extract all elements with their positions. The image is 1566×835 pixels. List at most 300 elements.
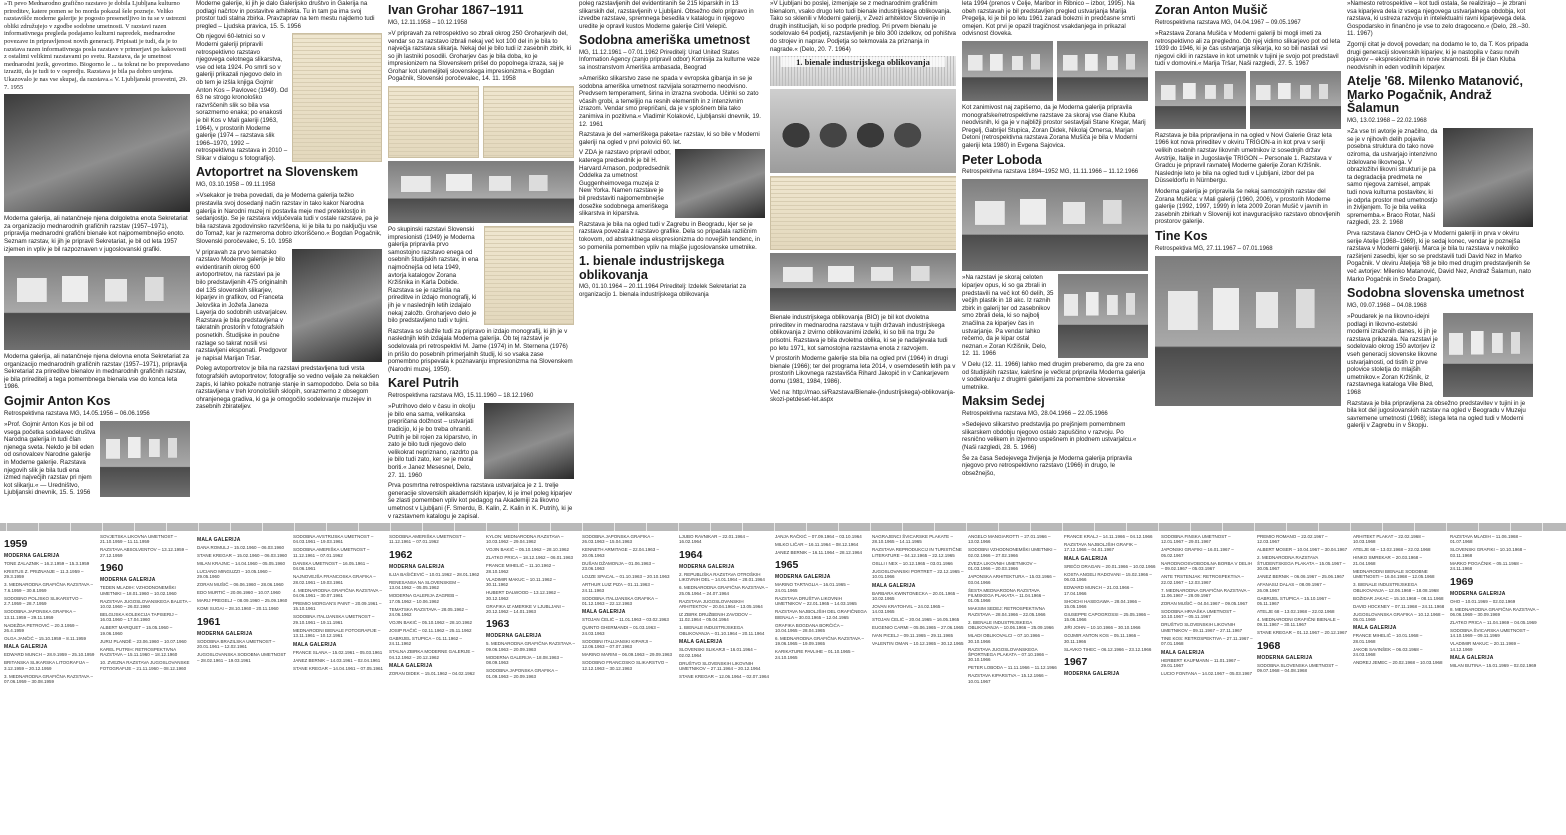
article-paragraph: Kot zanimivost naj zapišemo, da je Moderna galerija pripravila monografske/retrospektivne razstave za skoraj vse člane Kluba neodvisnih, ki ga je v najbližji prostor sestavljali Stane Kregar, Marij Pregelj, Gabrijel Stupica, Zoran Didek, Nikolaj Omersa, Marjan Detoni (retrospektivna razstava Zorana Mušiča je bila v Moderni galeriji leta 1980) in Evgena Sajovica. xyxy=(962,103,1146,149)
timeline-entry: 7. MEDNARODNA GRAFIČNA RAZSTAVA – 11.06.1967 – 28.09.1967 xyxy=(1161,587,1251,599)
timeline-entry: OSLLI I NEX – 10.12.1965 – 03.01.1966 xyxy=(872,560,953,566)
article-paragraph: »Prof. Gojmir Anton Kos je bil od vsega početka sodelavec društva Narodna galerija in tudi član njenega sveta. Nekdo je bil eden od osnovalcev Narodne galerije in Moderne galerije. Razstava njegovih slik je bila tudi ena izmed največjih razstav pri njem kot slikarju.« — Uredništvo, Ljubljanski dnevnik, 15. 5. 1956 xyxy=(4,420,96,497)
timeline-venue: MODERNA GALERIJA xyxy=(486,633,542,640)
timeline-entry: SLOVENSKI SLIKARJI – 16.01.1964 – 02.02.1964 xyxy=(679,647,757,658)
timeline-entry: GIUSEPPE CAPOGROSSI – 25.05.1966 – 15.06.1966 xyxy=(1064,612,1150,623)
timeline-entry: GABRIJEL STUPICA – 15.10.1967 – 05.11.1967 xyxy=(1257,595,1331,607)
timeline-entry: 1. BIENALE INDUSTRIJSKEGA OBLIKOVANJA – 01.10.1964 – 20.11.1964 xyxy=(679,625,765,636)
photo-pair xyxy=(962,41,1148,101)
exhibition-photo xyxy=(484,226,574,325)
timeline-entry: JAPONSKA ARHITEKTURA – 15.03.1966 – 03.04.1966 xyxy=(968,574,1056,585)
timeline-entry: ANGELO MANGIAROTTI – 27.01.1966 – 13.02.1966 xyxy=(968,534,1051,545)
timeline-entry: SODOBNA FINSKA UMETNOST – 12.01.1967 – 29.01.1967 xyxy=(1161,534,1231,545)
text-photo-row xyxy=(196,249,382,363)
timeline-entry: TONE ZALAZNIK – 16.2.1959 – 15.3.1959 xyxy=(4,561,90,566)
timeline-entry: 4. MEDNARODNI GRAFIČNI BIENALE – 09.11.1967 – 30.11.1967 xyxy=(1257,617,1340,628)
timeline-entry: EDWARD MUNCH – 28.9.1959 – 25.10.1959 xyxy=(4,652,95,658)
article-paragraph: Po skupinski razstavi Slovenski impresionisti (1949) je Moderna galerija pripravila prvo samostojno razstavo enega od osebnih študijskih razstav, in ena najmočnejša od leta 1949, avtorja katalogov Zorana Kržišnika in Karla Dobide. Razstava se je razširila na prireditve in izdajo monografij, ki jih je v naslednjih letih izdajalo nekaj založb. Groharjevo delo je bilo predstavljeno tudi v tujini. xyxy=(388,226,479,325)
timeline-entry: STOJAN ĆELIĆ – 20.04.1965 – 16.05.1965 xyxy=(872,617,960,623)
timeline-entry: PETER LOBODA – 11.11.1966 – 11.12.1966 xyxy=(968,665,1057,671)
ruler-tick xyxy=(1414,523,1415,531)
timeline-entry: STOJAN ĆELIĆ – 11.01.1963 – 03.02.1963 xyxy=(582,617,669,623)
ruler-tick xyxy=(678,523,679,531)
timeline-year: 1964 xyxy=(679,548,703,561)
ruler-tick xyxy=(422,523,423,531)
article-paragraph: leta 1994 (prenos v Celje, Maribor in Ribnico – izbor, 1995). Na obeh razstavah je bil predstavljen pregled ustvarjanja Marija Pregelja, ki je bil po letu 1961 zaradi bolezni in predčasne smrti omejen. Kot prvi je opazil tragičnost vsakdanjega in prikazal odvisnost človeka. xyxy=(962,0,1136,38)
exhibition-photo xyxy=(4,94,190,212)
timeline-entry: RAZSTAVA NAJBOLJŠIH DEL GRAFIČNEGA BIENALA – 30.03.1965 – 12.04.1965 xyxy=(775,609,867,620)
exhibition-photo xyxy=(292,33,382,162)
timeline-entry: DRUŠTVO SLOVENSKIH LIKOVNIH UMETNIKOV – 09.11.1967 – 27.11.1967 xyxy=(1161,622,1243,633)
ruler-tick xyxy=(550,523,551,531)
timeline-entry: RAZSTAVA MLADIH – 11.06.1968 – 01.07.1968 xyxy=(1450,534,1522,545)
timeline-column xyxy=(4,534,96,832)
text-photo-row xyxy=(196,33,382,162)
timeline-entry: SODOBNA ITALIJANSKA GRAFIKA – 01.12.1963 – 22.12.1963 xyxy=(582,595,658,607)
timeline-venue: MODERNA GALERIJA xyxy=(1064,671,1120,678)
timeline-entry: 10. ZVEZNA RAZSTAVA JUGOSLOVANSKE FOTOGRAFIJE – 21.11.1960 – 08.12.1960 xyxy=(100,660,190,671)
timeline-entry: RAZSTAVA NAJBOLJŠIH GRAFIK – 17.12.1966 – 04.01.1967 xyxy=(1064,542,1137,553)
timeline-entry: SODOBNO FRANCOSKO SLIKARSTVO – 12.12.1963 – 30.12.1963 xyxy=(582,660,669,671)
article-paragraph: »Ameriško slikarstvo zase ne spada v evropska gibanja in se je sodobna ameriška umetnost razvijala sorazmerno neodvisno. Predvsem temperament, širina in izrazna svoboda. Učinki so zato včasih grobi, a temeljijo na resnih elementih in z intenzivnim izrazom. Vendar smo prepričani, da je v splošnem bila tako zanimiva in pozitivna.« Vladimir Kolaković, Ljubljanski dnevnik, 19. 12. 1961 xyxy=(579,75,761,128)
timeline-entry: HUBERT DALWOOD – 13.12.1962 – 30.12.1962 xyxy=(486,590,560,601)
timeline-entry: RAZSTAVA KIPARSTVA – 15.12.1966 – 10.01.1967 xyxy=(968,673,1048,684)
exhibition-meta: Retrospektivna razstava MG, 04.04.1967 – 09.05.1967 xyxy=(1155,19,1301,26)
timeline-entry: MARIJ PREGELJ – 08.09.1960 – 25.09.1960 xyxy=(197,598,288,604)
newspaper-headline: 1. bienale industrijskega oblikovanja xyxy=(781,57,945,67)
timeline-entry: JIŘI JOHN – 10.10.1966 – 30.10.1966 xyxy=(1064,625,1141,631)
timeline-entry: GABRIJEL STUPICA – 01.11.1962 – 24.11.1962 xyxy=(389,636,463,647)
timeline-year: 1968 xyxy=(1257,639,1281,652)
timeline-entry: ATELJE 68 – 13.02.1968 – 22.02.1968 xyxy=(1257,609,1335,615)
timeline-entry: NAGRAJENCI ŠVICARSKE PLAKATE – 28.10.1965 – 14.11.1965 xyxy=(872,534,953,545)
timeline-entry: BOŽIDAR JAKAC – 15.10.1968 – 08.11.1968 xyxy=(1353,595,1444,601)
timeline-venue: MALA GALERIJA xyxy=(872,582,916,589)
article-column-c0 xyxy=(4,0,190,523)
article-paragraph: »V Ljubljani bo poslej, izmenjaje se z mednarodnim grafičnim bienalom, vsako drugo leto tudi bienale industrijskega oblikovanja. Tako so sklenili v Moderni galeriji, v Zvezi arhitektov Slovenije in drugih institucijah, ki so podprle predlog. Pri prvem bienalu je sodelovalo 64 podjetij, razstavljenih je bilo 300 izdelkov, od pohištva do strojev in naprav. Podjetja so tekmovala za priznanja in nagrade.« (Delo, 20. 7. 1964) xyxy=(770,0,956,53)
timeline-entry: ILIJA BAŠIČEVIĆ – 10.01.1962 – 28.01.1962 xyxy=(389,571,480,577)
article-paragraph: Moderna galerija, ali natančneje njena dolgoletna enota Sekretariat za organizacijo mednarodnih grafičnih razstav (1957–1971), pripravlja mednarodni grafični bienale kot najpomembnejšo enoto. Seznam razstav, ki jih je pripravil Sekretariat, je bil od leta 1957 izjemen in vpliv je bil razpoznaven v jugoslovanski grafiki. xyxy=(4,215,188,253)
timeline-entry: MILKO LIČAR – 16.11.1964 – 08.12.1964 xyxy=(775,542,859,547)
article-paragraph: Več na: http://mao.si/Razstava/Bienale-(industrijskega)-oblikovanja-skozi-petdeset-let.aspx xyxy=(770,388,956,404)
article-paragraph: Moderna galerija je pripravila še nekaj samostojnih razstav del Zorana Mušiča: v Mali galeriji (1960, 2006), v prostorih Moderne galerije (1992, 1997, 1999) in leta 2009 Zoran Mušič v javnih in zasebnih zbirkah v Sloveniji kot inavguracijsko razstavo obnovljenih prostorov galerije. xyxy=(1155,188,1341,226)
article-paragraph: Še za časa Sedejevega življenja je Moderna galerija pripravila njegovo prvo retrospektivno razstavo (1966) in drugo, le obsežnejšo, xyxy=(962,454,1132,477)
ruler-tick xyxy=(902,523,903,531)
timeline-entry: VLADIMIR MAKUC – 10.11.1962 – 30.11.1962 xyxy=(486,576,556,588)
timeline-entry: GRAFIKA BOGDANA BORČIĆA – 10.04.1965 – 28.04.1965 xyxy=(775,622,844,634)
timeline-entry: JUGOSLOVANSKI PORTRET – 22.12.1965 – 10.01.1966 xyxy=(872,568,964,580)
timeline-entry: JURIJ PLANDÊ – 23.06.1960 – 10.07.1960 xyxy=(100,638,187,644)
timeline-entry: PREMIO MORGAN'S PAINT – 20.09.1961 – 15.10.1961 xyxy=(293,601,382,612)
timeline-ruler xyxy=(0,523,1566,531)
text-photo-row xyxy=(388,226,574,325)
timeline-entry: SODOBNI ITALIJANSKI KIPARJI – 12.06.1963 – 07.07.1963 xyxy=(582,638,652,650)
ruler-tick xyxy=(1094,523,1095,531)
article-paragraph: Prva posmrtna retrospektivna razstava ustvarjalca je z 1. trelje generacije slovenskih akademskih kiparjev, ki je imel poleg kiparjev še zlasti pomemben vpliv kot pedagog na Akademiji za likovno umetnost v Ljubljani (F. Smerdu, B. Kalin, Z. Kalin in K. Putrih), ki je v razstavnem katalogu je zapisal. xyxy=(388,482,573,520)
exhibition-photo xyxy=(962,41,1053,101)
timeline-entry: SODOBNA AVSTRIJSKA UMETNOST – 04.03.1961 – 19.03.1961 xyxy=(293,534,374,545)
article-column-c1 xyxy=(196,0,382,523)
timeline-entry: SHOICHI HASEGAWA – 28.04.1966 – 15.05.1966 xyxy=(1064,598,1141,610)
timeline-entry: 8. MEDNARODNA GRAFIČNA RAZSTAVA – 06.06.1969 – 30.09.1969 xyxy=(1450,606,1540,618)
article-paragraph: Razstava je bila pripravljena in na ogled v Novi Galerie Graz leta 1966 kot nova prireditev v okviru TRIGON-a in kot prva v seriji velikih osebnih razstav likovnih umetnikov iz sosednjih držav Avstrije, Italije in Jugoslavije TRIGON – Personale 1. Razstava v Gradcu je pripravil ravnatelj Moderne galerije Zoran Kržišnik. Naslednje leto je bila na ogled tudi v Ljubljani, izbor del pa Düsseldorfu in Nürnbergu. xyxy=(1155,131,1332,185)
exhibition-photo xyxy=(770,176,956,250)
timeline-entry: ZORAN MUŠIČ – 04.04.1967 – 09.05.1967 xyxy=(1161,601,1248,607)
timeline-entry: DANA ROMULJ – 15.02.1960 – 06.03.1960 xyxy=(197,545,285,550)
timeline-venue: MODERNA GALERIJA xyxy=(679,563,735,570)
article-paragraph: »Za vse tri avtorje je značilno, da se je v njihovih delih pojavila posebna struktura do tako nove oziroma, da ustvarjajo intenzivno izdelovane likovnega. V obrazložitvi likovni strukturi je pa ta degradacija predmeta ne samo njegova zamisel, ampak tudi nova kulturna postavitev, ki je odprla prostor med umetnostjo in življenjem. To je bila velika sprememba.« Braco Rotar, Naši razgledi, 23. 2. 1968 xyxy=(1347,128,1438,227)
timeline-entry: FRANCE MIHELIČ – 10.01.1968 – 28.01.1968 xyxy=(1353,633,1423,644)
exhibition-photo xyxy=(1155,256,1341,406)
timeline-entry: TEMATSKA RAZSTAVA – 28.05.1962 – 24.06.1962 xyxy=(389,606,468,618)
text-photo-row xyxy=(962,274,1148,358)
timeline-entry: 6. MEDNARODNA GRAFIČNA RAZSTAVA – 25.05.1964 – 24.07.1964 xyxy=(679,585,769,596)
article-paragraph: »Razstava Zorana Mušiča v Moderni galeriji bi mogli imeti za retrospektivno ali za pregledno. Ob njej vidimo slikarjevo pot od leta 1939 do 1946, ki je čas ustvarjanja slikarja, ko so bili nastali vsi njegovi cikli in razstave in kot umetnik v tujini je svojo pot predstavil tudi v domovini.« Marija Tršar, Naši razgledi, 27. 5. 1967 xyxy=(1155,29,1341,68)
timeline-entry: SOVJETSKA LIKOVNA UMETNOST – 21.10.1959 – 11.11.1959 xyxy=(100,534,177,545)
exhibition-title: Gojmir Anton Kos xyxy=(4,394,111,409)
timeline-entry: LUCIANO MINGUZZI – 10.05.1960 – 29.05.1960 xyxy=(197,569,272,580)
article-paragraph: V ZDA je razstavo pripravil odbor, katerega predsednik je bil H. Harvard Arnason, podpredsednik Oddelka za umetnost Guggenheimovega muzeja iz New Yorka. Namen razstave je bil predstaviti najpomembnejše dosežke sodobnega ameriškega slikarstva in kiparstva. xyxy=(579,149,671,218)
ruler-tick xyxy=(1446,523,1447,531)
timeline-entry: VOJIN BAKIĆ – 05.10.1962 – 28.10.1962 xyxy=(389,620,473,626)
ruler-tick xyxy=(582,523,583,531)
ruler-tick xyxy=(134,523,135,531)
timeline-entry: SODOBNA JAPONSKA GRAFIKA – 01.09.1963 – 20.09.1963 xyxy=(486,668,558,679)
timeline-entry: TINE KOS: RETROSPEKTIVA – 27.11.1967 – 07.01.1968 xyxy=(1161,635,1253,647)
exhibition-title: Maksim Sedej xyxy=(962,394,1045,409)
article-paragraph: Poleg avtoportretov je bila na razstavi predstavljena tudi vrsta fotografskih avtoportretov; fotografije so vedno veljale za nekakšen zapis, ki lahko pokaže notranje stanje in samopodobo. Dela so bila razstavljena v treh kronoloških sklopih, sorazmerno z obsegom ohranjenega gradiva, ki ga je omogočilo sodelovanje muzejev in zasebnih zbirateljev. xyxy=(196,365,379,411)
timeline-entry: SODOBNA ITALIJANSKA UMETNOST – 29.10.1961 – 19.11.1961 xyxy=(293,614,375,625)
exhibition-photo xyxy=(1443,313,1533,397)
timeline-entry: VLADIMIR MAKUC – 20.11.1969 – 14.12.1969 xyxy=(1450,641,1520,652)
exhibition-title: Zoran Anton Mušič xyxy=(1155,3,1268,17)
exhibition-photo xyxy=(1155,71,1246,129)
timeline-entry: SODOBNA AMERIŠKA UMETNOST – 11.12.1961 – 07.01.1962 xyxy=(389,534,466,545)
ruler-tick xyxy=(614,523,615,531)
timeline-venue: MALA GALERIJA xyxy=(1450,655,1494,662)
timeline-entry: MILAN BUTINA – 15.01.1969 – 02.02.1969 xyxy=(1450,663,1537,669)
timeline-column xyxy=(582,534,674,832)
ruler-tick xyxy=(262,523,263,531)
article-paragraph: »Namesto retrospektive – kot tudi ostala, še realizirajo – je zbrani vsa kiparjeva dela iz vsega njegovega ustvarjalnega obdobja, kot razstava, ki ustreza razvoju in intelektualni ravni kiparjevega dela. Gospodarsko in finančno je vse to zelo dragoceno.« (Delo, 28.–30. 11. 1967) xyxy=(1347,0,1530,38)
ruler-tick xyxy=(1510,523,1511,531)
exhibition-photo xyxy=(1057,41,1148,101)
timeline-entry: BRITANSKA SLIKARSKA LITOGRAFIJA – 3.12.1959 – 20.12.1959 xyxy=(4,660,89,671)
exhibition-title: Ivan Grohar 1867–1911 xyxy=(388,3,524,17)
timeline-entry: KRISTUS Z. PRIZNANJE – 11.3.1959 – 29.3.1959 xyxy=(4,569,84,580)
timeline-year: 1965 xyxy=(775,559,799,572)
timeline-column xyxy=(1161,534,1253,832)
timeline-entry: IVAN PICELJ – 09.11.1965 – 29.11.1965 xyxy=(872,633,954,639)
timeline-entry: ZVEZA LIKOVNIH UMETNIKOV – 01.03.1966 – 20.03.1966 xyxy=(968,560,1037,572)
timeline-venue: MALA GALERIJA xyxy=(197,537,241,543)
timeline-entry: LOJZE SPACAL – 01.10.1963 – 20.10.1963 xyxy=(582,574,670,580)
timeline-entry: JAPONSKI GRAFIKI – 16.01.1967 – 05.02.1967 xyxy=(1161,547,1234,558)
timeline-venue: MALA GALERIJA xyxy=(679,639,723,646)
exhibition-photo xyxy=(100,421,190,497)
timeline-column xyxy=(1450,534,1542,832)
exhibition-title: Atelje '68. Milenko Matanović, Marko Pogačnik, Andraž Šalamun xyxy=(1347,74,1523,116)
ruler-tick xyxy=(1254,523,1255,531)
article-paragraph: V pripravah za prvo tematsko razstavo Moderne galerije je bilo evidentiranih okrog 600 avtoportretov, na razstavi pa je bilo predstavljenih 475 originalnih del 135 slovenskih slikarjev, kiparjev in grafikov, od Franceta Jelovška in Jožefa Janeza Layerja do sodobnih ustvarjalcev. Razstava je bila predstavljena v takratnih prostorih v fotografskih posnetkih. Študijske in poučne razlage so takrat nosili vsi razstavljeni eksponati. Predgovor je napisal Marijan Tršar. xyxy=(196,248,288,362)
timeline-venue: MALA GALERIJA xyxy=(293,641,337,648)
ruler-tick xyxy=(1542,523,1543,531)
exhibition-title: Avtoportret na Slovenskem xyxy=(196,165,359,180)
timeline-column xyxy=(775,534,867,832)
ruler-tick xyxy=(646,523,647,531)
timeline-year: 1960 xyxy=(100,562,124,575)
ruler-tick xyxy=(518,523,519,531)
ruler-tick xyxy=(742,523,743,531)
timeline-venue: MODERNA GALERIJA xyxy=(775,574,831,581)
timeline-entry: SODOBNA AMERIŠKA UMETNOST – 11.12.1961 – 07.01.1962 xyxy=(293,547,370,558)
exhibition-meta: Retrospektivna razstava MG, 28.04.1966 – 22.05.1966 xyxy=(962,410,1108,417)
exhibition-photo xyxy=(770,253,956,311)
ruler-tick xyxy=(102,523,103,531)
timeline-entry: 4. MEDNARODNA GRAFIČNA RAZSTAVA – 04.06.1961 – 30.07.1961 xyxy=(293,587,383,599)
article-paragraph: »Sedejevo slikarstvo predstavlja po prejšnjem pomembnem slikarskem obdobju njegovo ostalo zapuščino v razvoju. Po resnično velikem in izjemno uspešnem in plodnem ustvarjalcu.« (Naši razgledi, 28. 5. 1966) xyxy=(962,421,1137,452)
timeline-entry: 6. MEDNARODNA GRAFIČNA RAZSTAVA – 19.06.1965 – 19.09.1965 xyxy=(775,636,865,647)
text-photo-row xyxy=(1347,128,1533,227)
exhibition-meta: MG, 03.10.1958 – 09.11.1958 xyxy=(196,181,276,188)
timeline-column xyxy=(293,534,385,832)
timeline-entry: JUGOSLOVANSKA SODOBNA UMETNOST – 28.02.1961 – 19.03.1961 xyxy=(197,652,287,663)
timeline-column xyxy=(1257,534,1349,832)
timeline-entry: QUINTO GHERMANDI – 01.03.1963 – 24.03.1963 xyxy=(582,625,660,636)
timeline-venue: MALA GALERIJA xyxy=(389,663,433,670)
ruler-tick xyxy=(1062,523,1063,531)
timeline-entry: KYLON: MEDNARODNA RAZSTAVA – 10.03.1962 – 29.04.1962 xyxy=(486,534,564,545)
article-paragraph: Bienale industrijskega oblikovanja (BIO) je bil kot dvoletna prireditev in mednarodna razstava v tujih državah industrijskega oblikovanja z izvirno oblikovanimi izdelki, ki so bili na trgu že prisotni. Razstava je bila dvoletna oblika, ki se je nadaljevala tudi po letu 1971, kot samostojna razstavna enota z razvojem. xyxy=(770,314,948,352)
exhibition-photo xyxy=(1058,274,1148,358)
timeline-entry: ALBERT MOSER – 10.04.1967 – 30.04.1967 xyxy=(1257,547,1348,553)
timeline-year: 1959 xyxy=(4,538,28,550)
article-paragraph: »Vsekakor je treba povedati, da je Moderna galerija težko prestavila svoj dosedanji način razstav in tako kakor Narodna galerija in Narodni muzej ni postavila meje med preteklostjo in sedanjostjo. Se je razstava vključevala tudi v ostale razstave, pa je bila razstava zgodovinsko razvrščena, ki je bila tu po naključju vse do Tomaž, kar je razmeroma dobro izkoriščeno.« Bogdan Pogačnik, Slovenski poročevalec, 5. 10. 1958 xyxy=(196,192,382,245)
timeline-entry: SREČO DRAGAN – 20.01.1966 – 10.02.1966 xyxy=(1064,563,1156,569)
timeline-entry: JOVAN KRATOHVIL – 24.02.1965 – 14.03.1965 xyxy=(872,604,945,615)
article-column-c7 xyxy=(1347,0,1533,523)
timeline-entry: TEDEN MLADIH: VZHODNONEMŠKI UMETNIKI – 18.01.1960 – 10.02.1960 xyxy=(100,585,177,596)
timeline-entry: 3. MEDNARODNA GRAFIČNA RAZSTAVA – 7.6.1959 – 30.8.1959 xyxy=(4,582,94,593)
exhibition-meta: MG, 11.12.1961 – 07.01.1962 Prireditelj: Urad United States Information Agency (zanjo pripravil odbor) Komisija za kulturne veze sa inostranstvom Ameriška ambasada, Beograd xyxy=(579,49,760,71)
ruler-tick xyxy=(998,523,999,531)
timeline-entry: SODOBNO POLJSKO SLIKARSTVO – 2.7.1959 – 28.7.1959 xyxy=(4,595,83,607)
ruler-tick xyxy=(806,523,807,531)
timeline-entry: VOJIN BAKIĆ – 05.10.1962 – 28.10.1962 xyxy=(486,547,570,553)
ruler-tick xyxy=(358,523,359,531)
article-paragraph: Razstava so služile tudi za pripravo in izdajo monografij, ki jih je v naslednjih letih izdajala Moderna galerija. Ob tej razstavi je sodelovala pri retrospektivi M. Jame (1974) in M. Sternena (1976) in prišlo do posebnih primerjalnih študij, ki so vsaka zase pomembno prispevala k poznavanju impresionizma na Slovenskem (Narodni muzej, 1959). xyxy=(388,327,573,373)
exhibition-title: Sodobna slovenska umetnost xyxy=(1347,286,1525,301)
article-column-c5 xyxy=(962,0,1148,523)
timeline-entry: SODOBNA ŠVICARSKA UMETNOST – 14.10.1969 – 09.11.1969 xyxy=(1450,628,1530,639)
timeline-venue: MALA GALERIJA xyxy=(1064,555,1108,562)
timeline-year: 1969 xyxy=(1450,575,1474,588)
article-paragraph: Zgornji citat je dovolj povedan; na dodamo le to, da T. Kos pripada drugi generaciji slovenskih kiparjev, ki je nastopila v času novih pojavov – ekspresionizma in nove stvarnosti. Bil je član Kluba neodvisnih in eden vodilnih kiparjev. xyxy=(1347,40,1529,71)
photo-pair xyxy=(1155,71,1341,129)
timeline-entry: 3. MEDNARODNA GRAFIČNA RAZSTAVA – 07.06.1959 – 30.08.1959 xyxy=(4,673,94,685)
timeline-entry: SODOBNI VZHODNONEMŠKI UMETNIKI – 02.02.1966 – 27.02.1966 xyxy=(968,547,1057,558)
timeline-column xyxy=(1064,534,1156,832)
timeline-entry: STALNA ZBIRKA MODERNE GALERIJE – 04.12.1962 – 20.12.1962 xyxy=(389,649,475,660)
timeline-entry: MEDNARODNI BIENALE FOTOGRAFIJE – 13.11.1961 – 10.12.1961 xyxy=(293,627,381,639)
timeline-entry: STANE KREGAR – 15.02.1960 – 06.03.1960 xyxy=(197,553,287,558)
exhibition-title: Karel Putrih xyxy=(388,376,459,391)
article-paragraph: Razstava je bila na ogled tudi v Zagrebu in Beogradu, kjer se je razstava povezala z razstavo grafike. Dela so pripadala različnim tokovom, od abstraktnega ekspresionizma do novejših tendenc, in so pomenila pomemben vpliv na mlajše jugoslovanske umetnike. xyxy=(579,220,760,251)
exhibition-meta: MG, 12.11.1958 – 10.12.1958 xyxy=(388,19,468,26)
timeline-column xyxy=(100,534,192,832)
timeline-entry: MAKSIM SEDEJ: RETROSPEKTIVNA RAZSTAVA – 28.04.1966 – 22.05.1966 xyxy=(968,606,1046,617)
timeline-entry: SODOBNA HRVAŠKA UMETNOST – 10.10.1967 – 05.11.1967 xyxy=(1161,609,1236,620)
timeline-entry: ALBERT MARQUET – 15.05.1960 – 19.06.1960 xyxy=(100,625,173,636)
timeline-entry: SLOVENSKI GRAFIKI – 10.10.1968 – 03.11.1968 xyxy=(1450,547,1527,558)
exhibition-photo xyxy=(675,149,765,217)
timeline-entry: 5. MEDNARODNA GRAFIČNA RAZSTAVA – 09.06.1963 – 20.09.1963 xyxy=(486,641,576,652)
timeline-column xyxy=(1353,534,1445,832)
timeline-entry: STANE KREGAR – 14.04.1961 – 07.05.1961 xyxy=(293,665,383,671)
article-paragraph: Moderne galerije, ki jih je dalo Galerijsko društvo in Galerija na podlagi načrtov in postavitve arhitekta. Tu in tam pa ima svoj prostor tudi stalna zbirka. Pravzaprav na tem mestu najdemo tudi pregled – Ljudska pravica, 15. 5. 1956 xyxy=(196,0,375,30)
timeline-entry: KAREL PUTRIH: RETROSPEKTIVNA RAZSTAVA – 15.11.1960 – 18.12.1960 xyxy=(100,646,178,658)
timeline-entry: OLGA JANČIĆ – 15.10.1959 – 8.11.1959 xyxy=(4,636,86,642)
timeline-entry: AFANASIJ DALAS – 08.09.1967 – 26.09.1967 xyxy=(1257,582,1326,593)
timeline-entry: SODOBNA BRAZILSKA UMETNOST – 20.01.1961 – 12.02.1961 xyxy=(197,638,276,650)
timeline-entry: BARBARA KWINTONECKA – 20.01.1965 – 10.02.1965 xyxy=(872,590,959,602)
timeline-year: 1967 xyxy=(1064,656,1088,669)
ruler-tick xyxy=(1382,523,1383,531)
timeline-year: 1961 xyxy=(197,615,221,628)
timeline-entry: SODOBNA SLOVENSKA UMETNOST – 09.07.1968 – 04.08.1968 xyxy=(1257,662,1338,674)
exhibition-title: Tine Kos xyxy=(1155,229,1208,243)
exhibition-photo xyxy=(388,161,574,223)
exhibition-photo xyxy=(484,403,574,479)
timeline-entry: 2. BIENALE INDUSTRIJSKEGA OBLIKOVANJA – 10.06.1966 – 25.09.1966 xyxy=(968,619,1054,631)
timeline-entry: ARTHUR LUIZ PIZA – 01.11.1963 – 24.11.1963 xyxy=(582,582,654,593)
timeline-entry: VALENTIN OMAN – 10.12.1965 – 30.12.1965 xyxy=(872,641,964,647)
timeline-entry: GRAFIKA IZ AMERIKE V LJUBLJANI – 20.12.1962 – 14.01.1963 xyxy=(486,603,565,615)
article-paragraph: V prostorih Moderne galerije sta bila na ogled prvi (1964) in drugi bienale (1966); ter del programa leta 2014, v osemdesetih letih pa v prostorih Likovnega razstavišča Rihard Jakopič in v Cankarjevem domu (1981, 1984, 1986). xyxy=(770,355,956,385)
timeline-entry: JANEZ BERNIK – 06.06.1967 – 25.06.1967 xyxy=(1257,574,1345,580)
exhibition-title: 1. bienale industrijskega oblikovanja xyxy=(579,254,725,282)
timeline-entry: MEDNARODNI BIENALE SODOBNE UMETNOSTI – 16.04.1968 – 12.05.1968 xyxy=(1353,568,1435,580)
text-photo-row xyxy=(4,421,190,497)
timeline-venue: MODERNA GALERIJA xyxy=(1450,590,1506,597)
ruler-tick xyxy=(38,523,39,531)
timeline-venue: MALA GALERIJA xyxy=(1353,625,1397,632)
ruler-tick xyxy=(1286,523,1287,531)
timeline-year: 1962 xyxy=(389,548,413,561)
exhibition-photo xyxy=(962,179,1148,271)
timeline-entry: EDWARD MUNCH – 21.03.1966 – 17.04.1966 xyxy=(1064,585,1134,596)
ruler-tick xyxy=(486,523,487,531)
timeline-entry: STANE KREGAR – 01.12.1967 – 20.12.1967 xyxy=(1257,630,1347,636)
article-column-c3 xyxy=(579,0,765,523)
timeline-entry: MARKO POGAČNIK – 05.11.1968 – 24.11.1968 xyxy=(1450,560,1523,572)
exhibition-photo xyxy=(388,86,479,158)
timeline-entry: KOMI SUGAI – 28.10.1960 – 20.11.1960 xyxy=(197,606,279,612)
article-paragraph: »Putrihovo delo v času in okolju je bilo ena sama, velikanska prepričana dolžnost – ustvarjati tradicijo, ki je bo treba ohraniti. Putrih je bil rojen za kiparstvo, in zato je bilo tudi njegovo delo velikokrat nepriznano, razdrto pa je bilo tudi zato, ker se je moral boriti.« Janez Mesesnel, Delo, 27. 11. 1960 xyxy=(388,403,478,479)
ruler-tick xyxy=(70,523,71,531)
article-column-c2 xyxy=(388,0,574,523)
timeline-entry: MARINO MARINI – 06.09.1963 – 29.09.1963 xyxy=(582,652,673,658)
photo-pair xyxy=(388,86,574,158)
timeline-venue: MODERNA GALERIJA xyxy=(4,553,60,559)
exhibition-photo xyxy=(1250,71,1341,129)
timeline-venue: MALA GALERIJA xyxy=(1161,649,1205,656)
timeline-entry: BELGIJSKA KOLEKCIJA TAPISERIJ – 16.03.1960 – 17.04.1960 xyxy=(100,612,178,623)
timeline-entry: JANEZ BERNIK – 14.03.1961 – 02.04.1961 xyxy=(293,657,381,663)
timeline-entry: RAZSTAVA ABSOLVENTOV – 13.12.1959 – 27.12.1959 xyxy=(100,547,188,558)
exhibition-photo xyxy=(770,89,956,173)
timeline-entry: EUGENIO CARMI – 05.06.1965 – 27.06.1965 xyxy=(872,625,964,631)
ruler-tick xyxy=(1350,523,1351,531)
ruler-tick xyxy=(710,523,711,531)
ruler-tick xyxy=(934,523,935,531)
timeline-entry: ANTE TRSTENJAK: RETROSPEKTIVA – 22.02.1967 – 12.03.1967 xyxy=(1161,574,1244,585)
timeline-entry: RAZSTAVA DRUŠTVA LIKOVNIH UMETNIKOV – 22.01.1965 – 14.03.1965 xyxy=(775,595,857,607)
article-paragraph: poleg razstavljenih del evidentiranih še 215 kiparskih in 13 slikarskih del, razstavljenih v Ljubljani. Obsežno delo pripravo in izvedbe razstave, spremnega besedila v katalogu in njegovo uredite je opravil kustos Moderne galerije Ciril Velepič. xyxy=(579,0,754,30)
timeline-entry: NARODNOOSVOBODILNA BORBA V DELIH – 09.02.1967 – 05.03.1967 xyxy=(1161,560,1253,572)
timeline-entry: KOSTA ANGELI RADOVANI – 15.02.1966 – 06.03.1966 xyxy=(1064,571,1152,583)
timeline-column xyxy=(197,534,289,832)
ruler-tick xyxy=(1318,523,1319,531)
timeline-entry: MODERNA GALERIJA – 18.08.1963 – 08.09.1963 xyxy=(486,654,563,666)
ruler-tick xyxy=(198,523,199,531)
exhibition-photo xyxy=(1443,128,1533,227)
ruler-tick xyxy=(870,523,871,531)
timeline-entry: LUCIO FONTANA – 14.02.1967 – 05.03.1967 xyxy=(1161,671,1252,677)
timeline-entry: LJUBO RAVNIKAR – 22.01.1964 – 16.02.1964 xyxy=(679,534,749,545)
timeline-venue: MALA GALERIJA xyxy=(4,644,48,651)
exhibition-meta: MG, 13.02.1968 – 22.02.1968 xyxy=(1347,117,1427,124)
timeline-entry: JOSIP RAČIĆ – 02.11.1962 – 25.11.1962 xyxy=(389,628,472,634)
timeline-column xyxy=(968,534,1060,832)
timeline-entry: RENESANSA NA SLOVENSKEM – 13.04.1962 – 05.05.1962 xyxy=(389,579,460,591)
text-photo-row xyxy=(388,403,574,479)
timeline-entry: ŠESTA MEDNARODNA RAZSTAVA FILMSKEGA PLAKATA – 11.04.1966 – 01.05.1966 xyxy=(968,587,1046,604)
timeline-venue: MODERNA GALERIJA xyxy=(389,563,445,570)
timeline-entry: FRANCE MIHELIČ – 11.10.1962 – 28.10.1962 xyxy=(486,563,555,574)
timeline-entry: ATELJE 68 – 13.02.1968 – 22.02.1968 xyxy=(1353,547,1431,553)
text-photo-row xyxy=(1347,313,1533,397)
exhibition-photo xyxy=(292,249,382,363)
timeline-entry: SLAVKO TIHEC – 06.12.1966 – 23.12.1966 xyxy=(1064,646,1152,652)
timeline-entry: MARINO TARTAGLIA – 16.01.1965 – 24.01.1965 xyxy=(775,582,850,593)
timeline-entry: SODOBNA JAPONSKA GRAFIKA – 13.11.1959 – 29.11.1959 xyxy=(4,609,76,620)
timeline-entry: 2. MEDNARODNA RAZSTAVA ŠTUDENTSKEGA PLAKATA – 15.05.1967 – 30.05.1967 xyxy=(1257,555,1346,572)
timeline-entry: GOJMIR ANTON KOS – 05.11.1966 – 30.11.1966 xyxy=(1064,633,1140,644)
timeline-entry: ANDREJ JEMEC – 20.02.1968 – 10.03.1968 xyxy=(1353,660,1443,666)
article-column-c4 xyxy=(770,0,956,523)
timeline-entry: KARIKATURE PAVLIHE – 01.10.1965 – 24.10.1965 xyxy=(775,649,855,660)
timeline-column xyxy=(679,534,771,832)
article-paragraph: »V pripravah za retrospektivo so zbrali okrog 250 Groharjevih del, vendar so za razstavo izbrali nekaj več kot 100 del in je bila to največja razstava slikarja. Nekaj del je bilo tudi iz zasebnih zbirk, ki so jih lastniki posodili. Groharjev čas je bila doba, ko je impresionizem na Slovenskem prišel do popolnega izraza, saj je Grohar kot utemeljitelj slovenskega impresionizma.« Bogdan Pogačnik, Slovenski poročevalec, 14. 11. 1958 xyxy=(388,29,571,83)
exhibition-meta: Retrospektivna razstava MG, 14.05.1956 – 06.06.1956 xyxy=(4,410,150,417)
article-paragraph: V Delu (12. 11. 1966) lahko med drugim preberemo, da gre za eno od študijskih razstav, kakršne je večkrat pripravila Moderna galerija v sodelovanju z drugimi galerijami za pomembne slovenske umetnike. xyxy=(962,360,1146,391)
ruler-tick xyxy=(1158,523,1159,531)
exhibition-title: Sodobna ameriška umetnost xyxy=(579,33,750,48)
timeline-venue: MALA GALERIJA xyxy=(582,609,626,616)
ruler-tick xyxy=(454,523,455,531)
ruler-tick xyxy=(1030,523,1031,531)
ruler-tick xyxy=(774,523,775,531)
ruler-tick xyxy=(1190,523,1191,531)
timeline-year: 1963 xyxy=(486,618,510,631)
timeline-entry: STANE KREGAR – 12.06.1964 – 02.07.1964 xyxy=(679,674,769,680)
exhibition-meta: MG, 09.07.1968 – 04.08.1968 xyxy=(1347,302,1427,309)
timeline-entry: DRUŠTVO SLOVENSKIH LIKOVNIH UMETNIKOV – 27.11.1964 – 20.12.1964 xyxy=(679,660,761,672)
timeline-entry: 3. BIENALE INDUSTRIJSKEGA OBLIKOVANJA – 12.06.1968 – 18.08.1968 xyxy=(1353,582,1439,593)
timeline-entry: DANSKA UMETNOST – 16.05.1961 – 04.06.1961 xyxy=(293,560,369,572)
timeline-entry: FRANCE KRALJ – 14.11.1966 – 04.12.1966 xyxy=(1064,534,1153,539)
